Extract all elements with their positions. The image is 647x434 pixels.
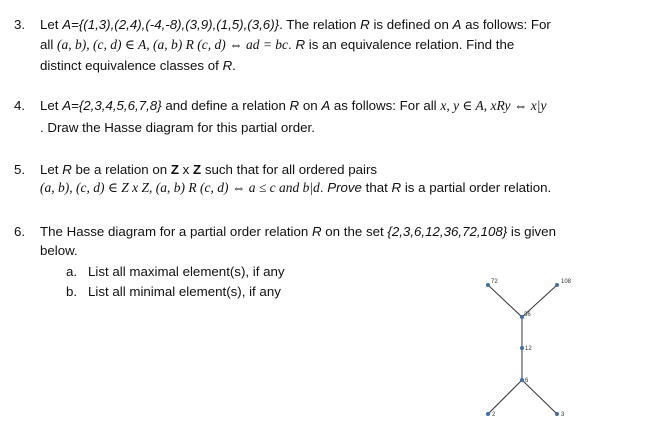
hasse-node-108 [555, 283, 559, 287]
hasse-node-2 [486, 412, 490, 416]
hasse-edge-36-72 [488, 285, 522, 317]
question-5-line-1: Let R be a relation on Z x Z such that for all ordered pairs [40, 162, 378, 177]
hasse-edge-2-6 [488, 380, 522, 414]
equation: (a, b), (c, d) ∈ A, (a, b) R (c, d) ⇔ ad = bc [57, 37, 289, 52]
question-number: 5. [14, 162, 26, 177]
question-3-line-2: all (a, b), (c, d) ∈ A, (a, b) R (c, d) ⇔ ad = bc. R is an equivalence relation. Find the [40, 37, 515, 52]
hasse-node-label-36: 36 [524, 312, 531, 318]
sub-question-b: b. List all minimal element(s), if any [66, 284, 281, 299]
question-4-line-1: Let A={2,3,4,5,6,7,8} and define a relation R on A as follows: For all x, y ∈ A, xRy ⇔ x|y [40, 98, 547, 113]
equation: (a, b), (c, d) ∈ Z x Z, (a, b) R (c, d) ⇔ a ≤ c and b|d [40, 180, 320, 195]
hasse-node-label-2: 2 [492, 412, 496, 418]
hasse-node-label-12: 12 [525, 346, 532, 352]
equation: x, y ∈ A, xRy ⇔ x|y [440, 98, 547, 113]
question-number: 3. [14, 17, 26, 32]
hasse-node-label-6: 6 [525, 378, 529, 384]
hasse-node-12 [520, 346, 524, 350]
hasse-node-label-3: 3 [561, 412, 565, 418]
question-3-line-3: distinct equivalence classes of R. [40, 58, 236, 73]
question-number: 4. [14, 98, 26, 113]
sub-question-a: a. List all maximal element(s), if any [66, 264, 285, 279]
hasse-edge-3-6 [522, 380, 557, 414]
hasse-node-6 [520, 378, 524, 382]
hasse-node-label-72: 72 [491, 279, 498, 285]
hasse-node-72 [486, 283, 490, 287]
question-5-line-2: (a, b), (c, d) ∈ Z x Z, (a, b) R (c, d) ⇔ a ≤ c and b|d. Prove that R is a partial order relation. [40, 180, 552, 195]
question-6-line-2: below. [40, 243, 78, 258]
question-3-line-1: Let A={(1,3),(2,4),(-4,-8),(3,9),(1,5),(3,6)}. The relation R is defined on A as follows: For [40, 17, 551, 32]
hasse-diagram [470, 268, 610, 434]
question-6-line-1: The Hasse diagram for a partial order relation R on the set {2,3,6,12,36,72,108} is given [40, 224, 556, 239]
question-4-line-2: . Draw the Hasse diagram for this partial order. [40, 120, 315, 135]
question-number: 6. [14, 224, 26, 239]
hasse-node-label-108: 108 [561, 279, 572, 285]
hasse-node-3 [555, 412, 559, 416]
